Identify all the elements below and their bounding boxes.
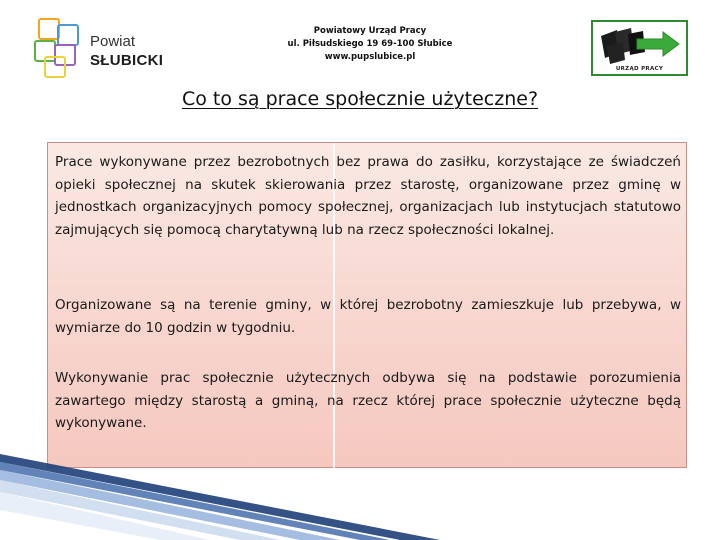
logo-text-slubicki: SŁUBICKI — [90, 52, 164, 69]
office-address: ul. Piłsudskiego 19 69-100 Słubice — [287, 39, 453, 49]
logo-square — [44, 56, 66, 78]
paragraph-organization: Organizowane są na terenie gminy, w której bezrobotny zamieszkuje lub przebywa, w wymiarze do 10 godzin w tygodniu. — [55, 297, 681, 336]
logo-text-powiat: Powiat — [90, 33, 136, 50]
powiat-slubicki-logo — [30, 16, 175, 82]
logo-squares-icon — [30, 16, 88, 82]
content-box — [47, 142, 687, 468]
page-title: Co to są prace społecznie użyteczne? — [181, 88, 539, 110]
office-website: www.pupslubice.pl — [324, 52, 416, 62]
paragraph-definition: Prace wykonywane przez bezrobotnych bez prawa do zasiłku, korzystające ze świadczeń opieki społecznej na skutek skierowania przez starostę, organizowane przez gminę w jednostkach organizacyjnych pomocy społecznej, organizacjach lub instytucjach statutowo zajmujących się pomocą charytatywną lub na rzecz społeczności lokalnej. — [55, 154, 681, 238]
urzad-pracy-logo — [591, 20, 688, 76]
decorative-stripes — [0, 440, 720, 540]
urzad-pracy-label: URZĄD PRACY — [615, 66, 664, 72]
office-header — [240, 25, 500, 64]
logo-square — [57, 24, 79, 46]
office-name: Powiatowy Urząd Pracy — [313, 26, 427, 36]
paragraph-agreement: Wykonywanie prac społecznie użytecznych odbywa się na podstawie porozumienia zawartego między starostą a gminą, na rzecz której prace społecznie użyteczne będą wykonywane. — [55, 370, 681, 431]
